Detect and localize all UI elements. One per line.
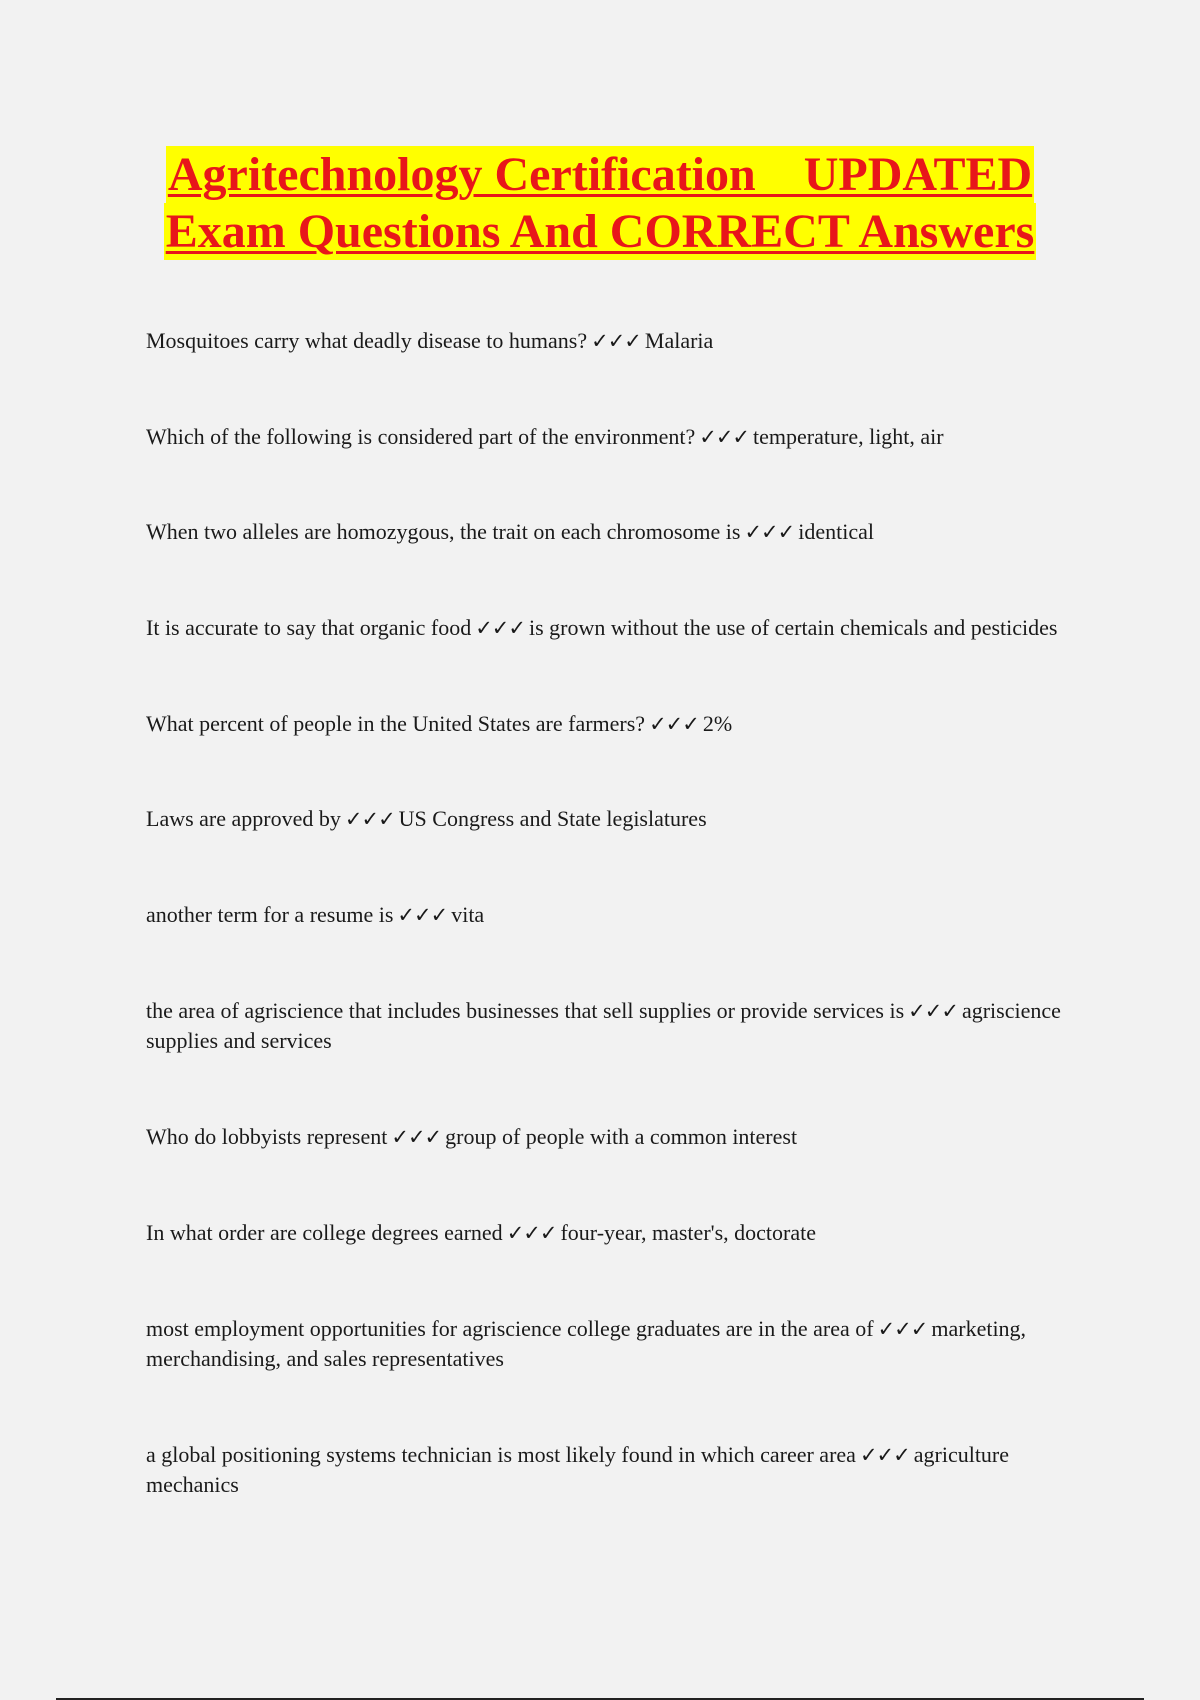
checkmark-icon: ✓✓✓ — [649, 712, 699, 736]
checkmark-icon: ✓✓✓ — [475, 616, 525, 640]
checkmark-icon: ✓✓✓ — [344, 807, 395, 831]
qa-item — [146, 996, 1066, 1056]
title-line-1: Agritechnology Certification UPDATED — [167, 148, 1033, 201]
question-text: another term for a resume is — [146, 902, 394, 927]
checkmark-icon: ✓✓✓ — [744, 520, 795, 544]
qa-item — [146, 613, 1066, 643]
checkmark-icon: ✓✓✓ — [397, 903, 448, 927]
checkmark-icon: ✓✓✓ — [591, 329, 641, 353]
answer-text: agriculture mechanics — [146, 1442, 1010, 1497]
question-text: What percent of people in the United States are farmers? — [146, 711, 646, 736]
question-text: It is accurate to say that organic food — [146, 615, 472, 640]
checkmark-icon: ✓✓✓ — [699, 425, 750, 449]
checkmark-icon: ✓✓✓ — [859, 1443, 910, 1467]
answer-text: agriscience supplies and services — [146, 998, 1061, 1053]
checkmark-icon: ✓✓✓ — [908, 999, 958, 1023]
question-text: When two alleles are homozygous, the trait on each chromosome is — [146, 519, 741, 544]
qa-item — [146, 422, 1066, 452]
answer-text: vita — [451, 902, 485, 927]
document-title — [0, 146, 1200, 260]
qa-item — [146, 326, 1066, 356]
answer-text: marketing, merchandising, and sales representatives — [146, 1316, 1027, 1371]
checkmark-icon: ✓✓✓ — [506, 1221, 557, 1245]
qa-item — [146, 709, 1066, 739]
qa-item — [146, 1218, 1066, 1248]
answer-text: group of people with a common interest — [445, 1124, 798, 1149]
title-line-2: Exam Questions And CORRECT Answers — [165, 205, 1035, 258]
qa-item — [146, 804, 1066, 834]
qa-item — [146, 1122, 1066, 1152]
qa-item — [146, 1440, 1066, 1500]
question-text: most employment opportunities for agriscience college graduates are in the area of — [146, 1316, 874, 1341]
question-text: Mosquitoes carry what deadly disease to humans? — [146, 328, 588, 353]
qa-list — [146, 326, 1066, 1500]
qa-item — [146, 900, 1066, 930]
question-text: Which of the following is considered part of the environment? — [146, 424, 696, 449]
question-text: a global positioning systems technician is most likely found in which career area — [146, 1442, 856, 1467]
answer-text: four-year, master's, doctorate — [560, 1220, 817, 1245]
question-text: the area of agriscience that includes businesses that sell supplies or provide services is — [146, 998, 905, 1023]
checkmark-icon: ✓✓✓ — [877, 1317, 928, 1341]
checkmark-icon: ✓✓✓ — [391, 1125, 442, 1149]
qa-item — [146, 1314, 1066, 1374]
answer-text: temperature, light, air — [753, 424, 944, 449]
question-text: Who do lobbyists represent — [146, 1124, 388, 1149]
qa-item — [146, 517, 1066, 547]
question-text: In what order are college degrees earned — [146, 1220, 503, 1245]
question-text: Laws are approved by — [146, 806, 341, 831]
answer-text: identical — [798, 519, 874, 544]
answer-text: US Congress and State legislatures — [398, 806, 707, 831]
answer-text: Malaria — [644, 328, 714, 353]
answer-text: is grown without the use of certain chemicals and pesticides — [529, 615, 1058, 640]
answer-text: 2% — [702, 711, 733, 736]
